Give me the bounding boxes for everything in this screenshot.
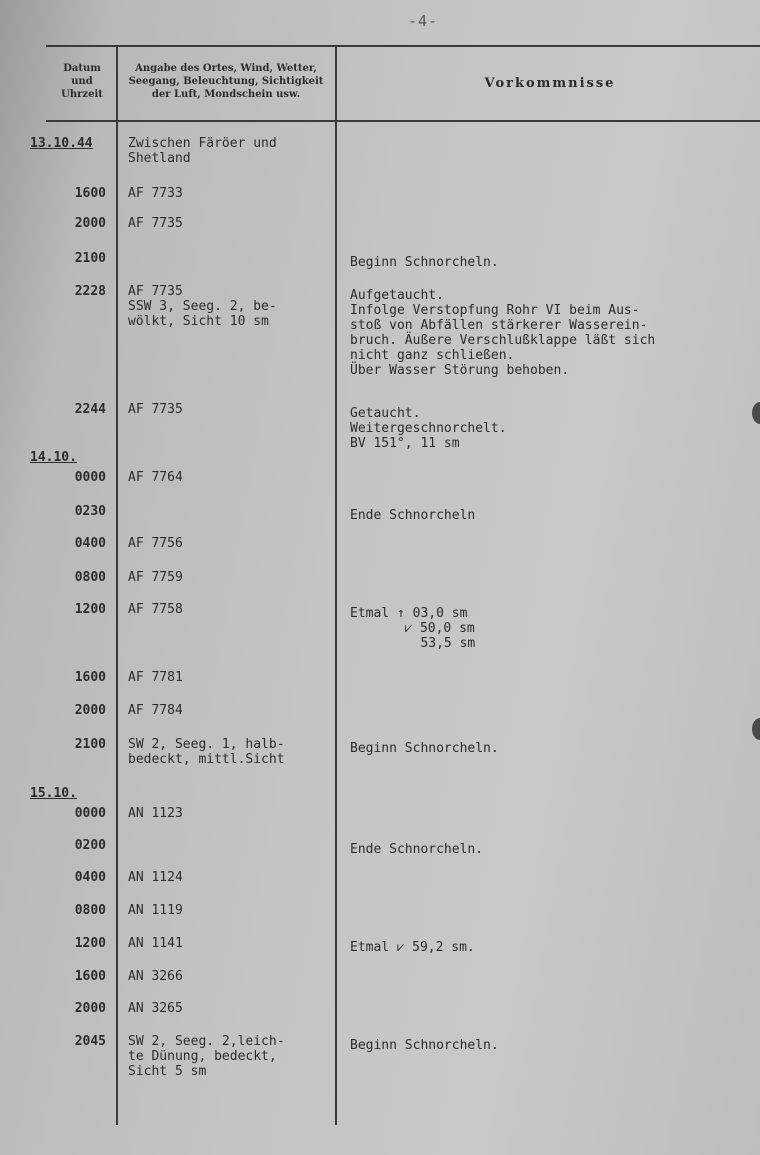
entry-location: AN 1123 xyxy=(128,806,183,821)
entry-time: 2100 xyxy=(74,251,106,266)
column-divider-2 xyxy=(335,45,337,1125)
entry-date: 13.10.44 xyxy=(30,136,93,151)
entry-location: SW 2, Seeg. 1, halb- bedeckt, mittl.Sicht xyxy=(128,737,285,767)
entry-location: AF 7781 xyxy=(128,670,183,685)
entry-event: Ende Schnorcheln xyxy=(350,508,476,523)
entry-time: 0000 xyxy=(74,470,106,485)
entry-event: Beginn Schnorcheln. xyxy=(350,741,499,756)
entry-event: Aufgetaucht. Infolge Verstopfung Rohr VI beim Aus- stoß von Abfällen stärkerer Wasserein- bruch. Äußere Verschlußklappe läßt sich nicht ganz schließen. Über Wasser Störung behoben. xyxy=(350,288,656,378)
entry-time: 0400 xyxy=(74,870,106,885)
entry-time: 0800 xyxy=(74,570,106,585)
entry-location: AN 1124 xyxy=(128,870,183,885)
entry-date: 15.10. xyxy=(30,786,77,801)
column-divider-1 xyxy=(116,45,118,1125)
entry-time: 0000 xyxy=(74,806,106,821)
entry-time: 1200 xyxy=(74,602,106,617)
entry-location: AN 1119 xyxy=(128,903,183,918)
entry-time: 2000 xyxy=(74,1001,106,1016)
entry-time: 1200 xyxy=(74,936,106,951)
entry-location: AF 7784 xyxy=(128,703,183,718)
entry-time: 1600 xyxy=(74,186,106,201)
punch-hole-bottom xyxy=(752,718,760,740)
header-date-time: Datum und Uhrzeit xyxy=(61,63,103,100)
entry-event: Etmal ↑ 03,0 sm ⩗ 50,0 sm 53,5 sm xyxy=(350,606,476,651)
entry-event: Beginn Schnorcheln. xyxy=(350,255,499,270)
page-number: -4- xyxy=(408,12,439,30)
entry-time: 0200 xyxy=(74,838,106,853)
entry-location: AF 7758 xyxy=(128,602,183,617)
entry-location: AF 7756 xyxy=(128,536,183,551)
entry-time: 1600 xyxy=(74,670,106,685)
entry-location: AF 7764 xyxy=(128,470,183,485)
header-bottom-rule xyxy=(46,120,760,122)
entry-time: 0800 xyxy=(74,903,106,918)
entry-location: AF 7735 xyxy=(128,216,183,231)
entry-location: AN 3265 xyxy=(128,1001,183,1016)
entry-time: 2000 xyxy=(74,703,106,718)
punch-hole-top xyxy=(752,402,760,424)
entry-event: Getaucht. Weitergeschnorchelt. BV 151°, 11 sm xyxy=(350,406,507,451)
entry-location: AF 7735 xyxy=(128,402,183,417)
entry-location: AF 7735 SSW 3, Seeg. 2, be- wölkt, Sicht 10 sm xyxy=(128,284,277,329)
entry-location: AN 3266 xyxy=(128,969,183,984)
entry-location: AF 7733 xyxy=(128,186,183,201)
entry-time: 0230 xyxy=(74,504,106,519)
entry-event: Etmal ⩗ 59,2 sm. xyxy=(350,940,475,955)
entry-event: Ende Schnorcheln. xyxy=(350,842,484,857)
entry-time: 2000 xyxy=(74,216,106,231)
entry-time: 2244 xyxy=(74,402,106,417)
entry-location: AN 1141 xyxy=(128,936,183,951)
entry-time: 2045 xyxy=(74,1034,106,1049)
entry-location: SW 2, Seeg. 2,leich- te Dünung, bedeckt, Sicht 5 sm xyxy=(128,1034,285,1079)
header-events: Vorkommnisse xyxy=(484,76,616,91)
entry-event: Beginn Schnorcheln. xyxy=(350,1038,499,1053)
entry-time: 2228 xyxy=(74,284,106,299)
entry-date: 14.10. xyxy=(30,450,77,465)
entry-time: 2100 xyxy=(74,737,106,752)
entry-location: AF 7759 xyxy=(128,570,183,585)
header-location-weather: Angabe des Ortes, Wind, Wetter, Seegang, Beleuchtung, Sichtigkeit der Luft, Mondschein usw. xyxy=(128,63,324,100)
entry-time: 1600 xyxy=(74,969,106,984)
entry-location: Zwischen Färöer und Shetland xyxy=(128,136,277,166)
entry-time: 0400 xyxy=(74,536,106,551)
table-top-rule xyxy=(46,45,760,47)
